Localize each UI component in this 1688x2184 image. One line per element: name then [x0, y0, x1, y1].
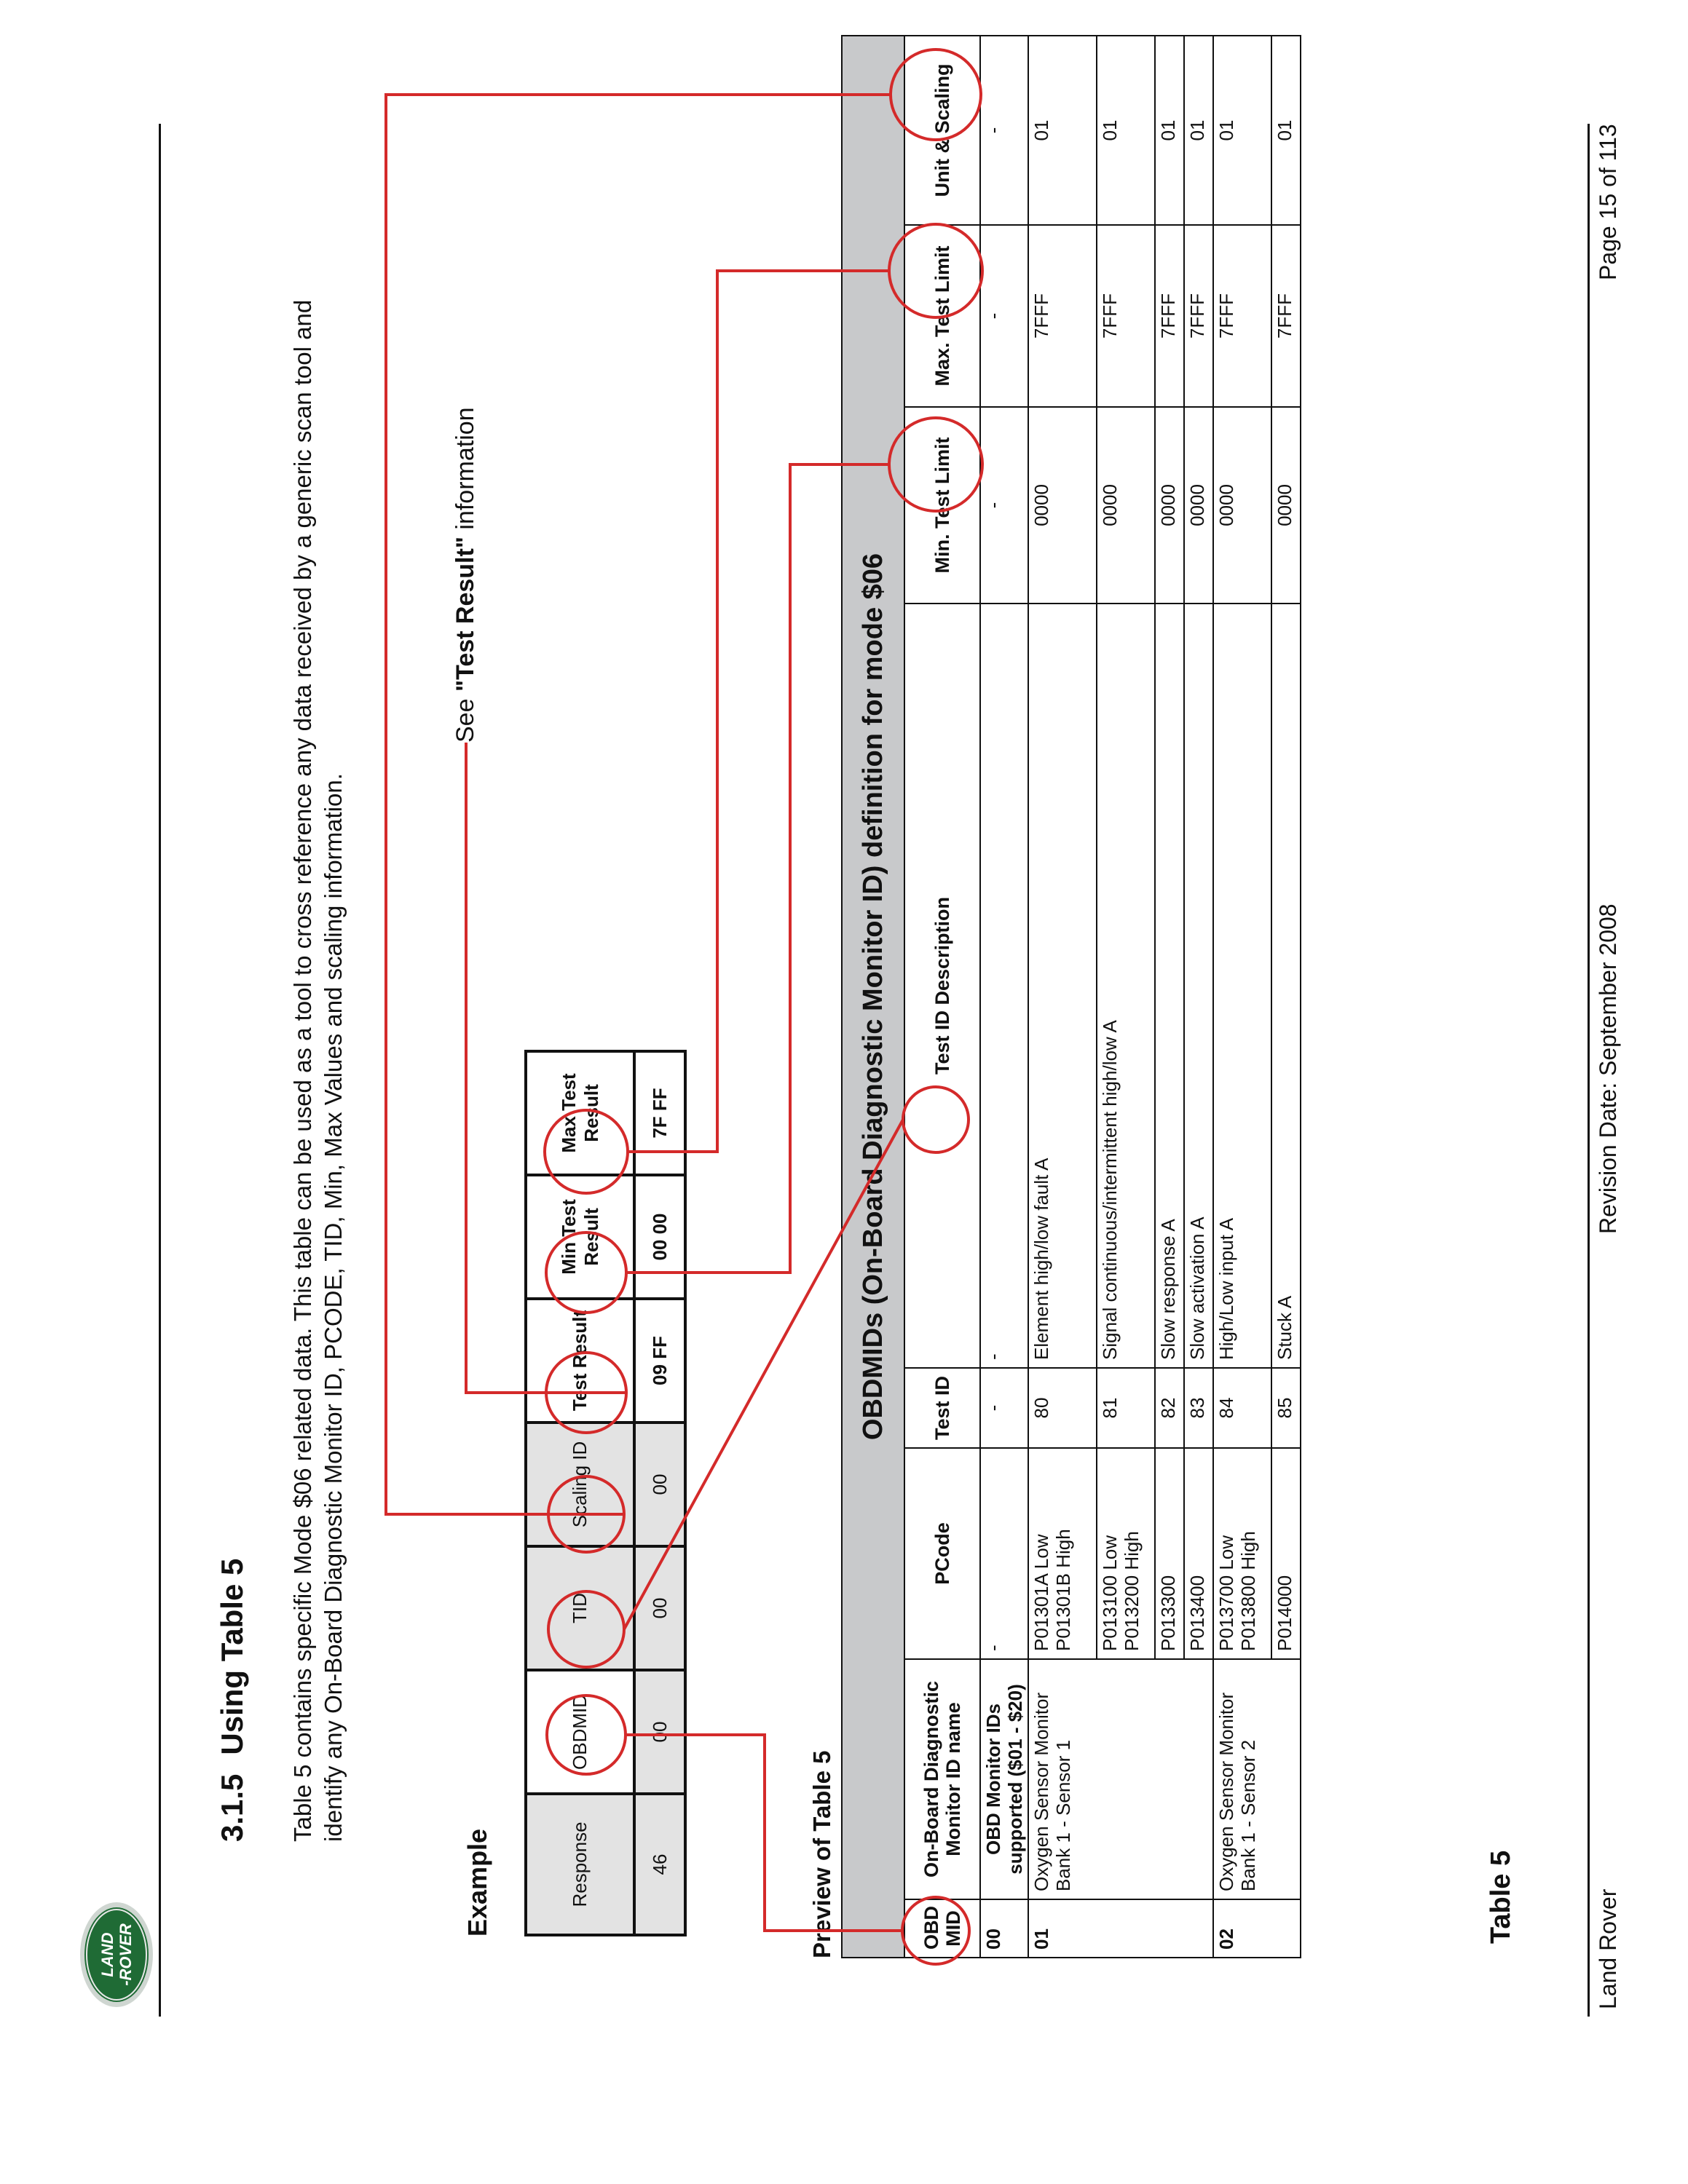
cell-name: Oxygen Sensor Monitor Bank 1 - Sensor 2	[1213, 1659, 1301, 1899]
cell-name: Oxygen Sensor Monitor Bank 1 - Sensor 1	[1028, 1659, 1213, 1899]
cell-unit: 01	[1097, 36, 1155, 225]
cell-desc: Slow response A	[1155, 604, 1184, 1368]
example-value: 00	[634, 1423, 685, 1546]
cell-min: -	[980, 407, 1028, 604]
cell-max: 7FFF	[1097, 225, 1155, 407]
cell-pcode: P013300	[1155, 1448, 1184, 1659]
cell-max: 7FFF	[1184, 225, 1213, 407]
example-header: Min Test Result	[526, 1175, 634, 1299]
cell-tid: 84	[1213, 1368, 1271, 1448]
column-header: Min. Test Limit	[904, 407, 980, 604]
cell-desc: Element high/low fault A	[1028, 604, 1097, 1368]
cell-unit: -	[980, 36, 1028, 225]
cell-pcode: P01301A Low P01301B High	[1028, 1448, 1097, 1659]
cell-mid: 01	[1028, 1899, 1213, 1958]
column-header: OBD MID	[904, 1899, 980, 1958]
cell-desc: High/Low input A	[1213, 604, 1271, 1368]
cell-unit: 01	[1213, 36, 1271, 225]
example-value: 09 FF	[634, 1299, 685, 1423]
cell-tid: 82	[1155, 1368, 1184, 1448]
preview-label: Preview of Table 5	[808, 1750, 835, 1958]
obdmid-table	[841, 35, 1301, 1958]
cell-max: 7FFF	[1155, 225, 1184, 407]
cell-min: 0000	[1271, 407, 1301, 604]
cell-mid: 00	[980, 1899, 1028, 1958]
cell-desc: Signal continuous/intermittent high/low A	[1097, 604, 1155, 1368]
cell-unit: 01	[1028, 36, 1097, 225]
example-header: Response	[526, 1794, 634, 1935]
table-title: OBDMIDs (On-Board Diagnostic Monitor ID) definition for mode $06	[842, 36, 904, 1958]
cell-desc: Slow activation A	[1184, 604, 1213, 1368]
footer-rule	[1588, 124, 1590, 2017]
see-note-bold: "Test Result"	[451, 537, 479, 692]
cell-min: 0000	[1155, 407, 1184, 604]
cell-tid: -	[980, 1368, 1028, 1448]
cell-pcode: P014000	[1271, 1448, 1301, 1659]
cell-mid: 02	[1213, 1899, 1301, 1958]
column-header: Test ID	[904, 1368, 980, 1448]
land-rover-logo	[76, 1900, 157, 2009]
column-header: Test ID Description	[904, 604, 980, 1368]
table-caption: Table 5	[1486, 1850, 1516, 1944]
cell-unit: 01	[1271, 36, 1301, 225]
example-value: 7F FF	[634, 1051, 685, 1175]
cell-max: 7FFF	[1271, 225, 1301, 407]
table-row	[1213, 36, 1271, 1958]
cell-pcode: P013700 Low P013800 High	[1213, 1448, 1271, 1659]
column-header: Unit & Scaling	[904, 36, 980, 225]
svg-text:-ROVER: -ROVER	[117, 1923, 135, 1986]
example-label: Example	[462, 1828, 492, 1936]
header-rule	[159, 124, 161, 2017]
footer-right: Page 15 of 113	[1595, 124, 1621, 280]
cell-desc: Stuck A	[1271, 604, 1301, 1368]
example-header: TID	[526, 1546, 634, 1670]
cell-min: 0000	[1184, 407, 1213, 604]
cell-pcode: P013100 Low P013200 High	[1097, 1448, 1155, 1659]
example-value: 00 00	[634, 1175, 685, 1299]
cell-tid: 81	[1097, 1368, 1155, 1448]
see-note: See "Test Result" information	[451, 407, 479, 743]
section-title: Using Table 5	[215, 1558, 249, 1755]
example-value: 00	[634, 1670, 685, 1794]
cell-tid: 80	[1028, 1368, 1097, 1448]
cell-max: -	[980, 225, 1028, 407]
example-value: 46	[634, 1794, 685, 1935]
footer-left: Land Rover	[1595, 1888, 1621, 2009]
cell-unit: 01	[1184, 36, 1213, 225]
section-heading	[215, 1540, 250, 1842]
cell-min: 0000	[1213, 407, 1271, 604]
cell-name: OBD Monitor IDs supported ($01 - $20)	[980, 1659, 1028, 1899]
column-header: Max. Test Limit	[904, 225, 980, 407]
cell-min: 0000	[1097, 407, 1155, 604]
cell-tid: 83	[1184, 1368, 1213, 1448]
table-row	[980, 36, 1028, 1958]
cell-pcode: P013400	[1184, 1448, 1213, 1659]
column-header: On-Board Diagnostic Monitor ID name	[904, 1659, 980, 1899]
cell-min: 0000	[1028, 407, 1097, 604]
example-value: 00	[634, 1546, 685, 1670]
cell-desc: -	[980, 604, 1028, 1368]
table-row	[1028, 36, 1097, 1958]
example-header: Scaling ID	[526, 1423, 634, 1546]
intro-paragraph: Table 5 contains specific Mode $06 related data. This table can be used as a tool to cross reference any data received by a generic scan tool and identify any On-Board Diagnostic Monitor ID, PCODE, TID, Min, Max Values and scaling information.	[289, 299, 347, 1842]
example-header: Test Result	[526, 1299, 634, 1423]
example-header: Max Test Result	[526, 1051, 634, 1175]
cell-unit: 01	[1155, 36, 1184, 225]
cell-tid: 85	[1271, 1368, 1301, 1448]
svg-text:LAND: LAND	[98, 1932, 117, 1977]
footer-center: Revision Date: September 2008	[1595, 903, 1621, 1234]
example-header: OBDMID	[526, 1670, 634, 1794]
example-table	[524, 1050, 687, 1936]
section-number: 3.1.5	[215, 1773, 249, 1842]
cell-max: 7FFF	[1028, 225, 1097, 407]
column-header: PCode	[904, 1448, 980, 1659]
cell-max: 7FFF	[1213, 225, 1271, 407]
cell-pcode: -	[980, 1448, 1028, 1659]
